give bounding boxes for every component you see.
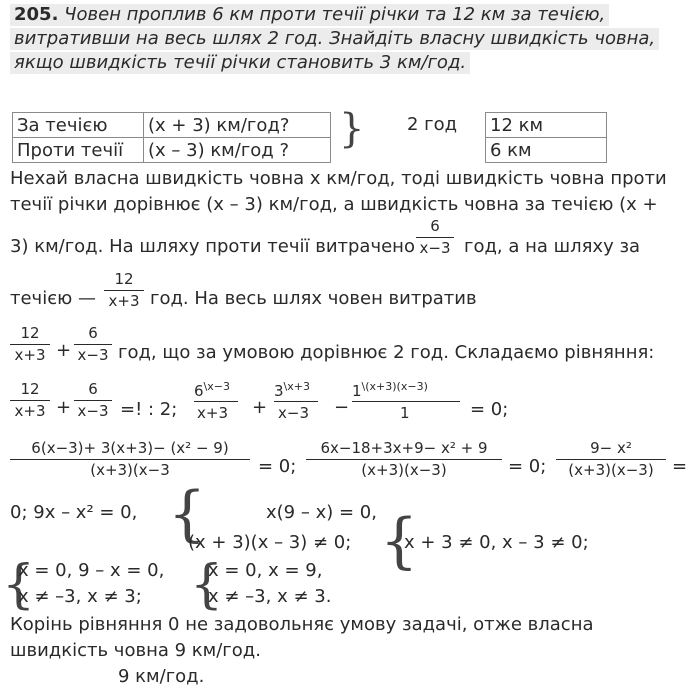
fraction-6-over-x-minus-3: 6 х−3 (74, 381, 112, 420)
fraction-6-over-x-minus-3: 6 х−3 (416, 218, 454, 257)
equation-row: (х + 3)(х – 3) ≠ 0; (188, 532, 352, 553)
denominator: 1 (400, 404, 410, 422)
equals-zero: = 0; (508, 456, 547, 477)
solution-line-3b: год, а на шляху за (464, 236, 641, 257)
fraction-1-times-product: $1^{\backslash(х+3)(х-3)}$ (352, 380, 428, 400)
solution-line-4a: течією — (10, 288, 96, 309)
task-line-3: якщо швидкість течії річки становить 3 км/год. (10, 52, 470, 74)
denominator: х−3 (278, 404, 309, 422)
task-statement (10, 4, 678, 76)
answer: 9 км/год. (118, 666, 205, 687)
solution-line-1: Нехай власна швидкість човна х км/год, тоді швидкість човна проти (10, 168, 667, 189)
task-line-2: витративши на весь шлях 2 год. Знайдіть власну швидкість човна, (10, 28, 659, 50)
conclusion-line-2: швидкість човна 9 км/год. (10, 640, 261, 661)
equation-row: х(9 – х) = 0, (266, 502, 377, 523)
equals-multiply-two: =! : 2; (120, 399, 178, 420)
row-speed: (х – 3) км/год ? (144, 138, 331, 163)
row-speed: (х + 3) км/год? (144, 113, 331, 138)
combined-fraction-3: 9− х² (х+3)(х−3) (556, 440, 666, 479)
solution-line-3a: 3) км/год. На шляху проти течії витрачено (10, 236, 415, 257)
equation-row: 0; 9х – х² = 0, (10, 502, 138, 523)
fraction-3-times-x-plus-3: $3^{\backslash х+3}$ (274, 380, 310, 400)
task-line-1: 205. Човен проплив 6 км проти течії річки та 12 км за течією, (10, 4, 609, 26)
condition-table (12, 105, 607, 163)
fraction-12-over-x-plus-3: 12 х+3 (10, 325, 50, 364)
equals-zero: = 0; (470, 399, 509, 420)
table-row (13, 113, 607, 138)
brace-left-icon: { (380, 506, 419, 576)
fraction-12-over-x-plus-3: 12 х+3 (104, 271, 144, 310)
conclusion-line-1: Корінь рівняння 0 не задовольняє умову задачі, отже власна (10, 614, 594, 635)
system-1-line-1: х = 0, 9 – х = 0, (18, 560, 165, 581)
combined-fraction-1: 6(х−3)+ 3(х+3)− (х² − 9) (х+3)(х−3 (10, 440, 250, 479)
minus-sign: − (334, 397, 350, 418)
time-cell (331, 105, 486, 163)
row-distance: 12 км (486, 113, 607, 138)
system-1-line-2: х ≠ –3, х ≠ 3; (18, 586, 142, 607)
task-number: 205. (14, 4, 59, 25)
equals-sign: = (672, 456, 688, 477)
system-2-line-2: х ≠ –3, х ≠ 3. (208, 586, 332, 607)
brace-left-icon: { (168, 479, 207, 549)
row-distance: 6 км (486, 138, 607, 163)
system-2-line-1: х = 0, х = 9, (208, 560, 323, 581)
row-label: За течією (13, 113, 144, 138)
fraction-6-times-x-minus-3: $6^{\backslash х-3}$ (194, 380, 230, 400)
solution-line-2: течії річки дорівнює (х – 3) км/год, а швидкість човна за течією (х + (10, 194, 658, 215)
plus-sign: + (252, 397, 268, 418)
plus-sign: + (56, 340, 72, 361)
total-time: 2 год (407, 113, 458, 135)
row-label: Проти течії (13, 138, 144, 163)
equals-zero: = 0; (258, 456, 297, 477)
fraction-6-over-x-minus-3: 6 х−3 (74, 325, 112, 364)
solution-line-4b: год. На весь шлях човен витратив (150, 288, 477, 309)
solution-line-5: год, що за умовою дорівнює 2 год. Складаємо рівняння: (118, 342, 655, 363)
combined-fraction-2: 6х−18+3х+9− х² + 9 (х+3)(х−3) (306, 440, 502, 479)
brace-right-icon: } (339, 105, 365, 152)
table-row (13, 138, 607, 163)
denominator: х+3 (197, 404, 228, 422)
plus-sign: + (56, 397, 72, 418)
brace-left-icon: { (2, 555, 36, 615)
equation-row: х + 3 ≠ 0, х – 3 ≠ 0; (404, 532, 589, 553)
fraction-12-over-x-plus-3: 12 х+3 (10, 381, 50, 420)
brace-left-icon: { (190, 555, 224, 615)
